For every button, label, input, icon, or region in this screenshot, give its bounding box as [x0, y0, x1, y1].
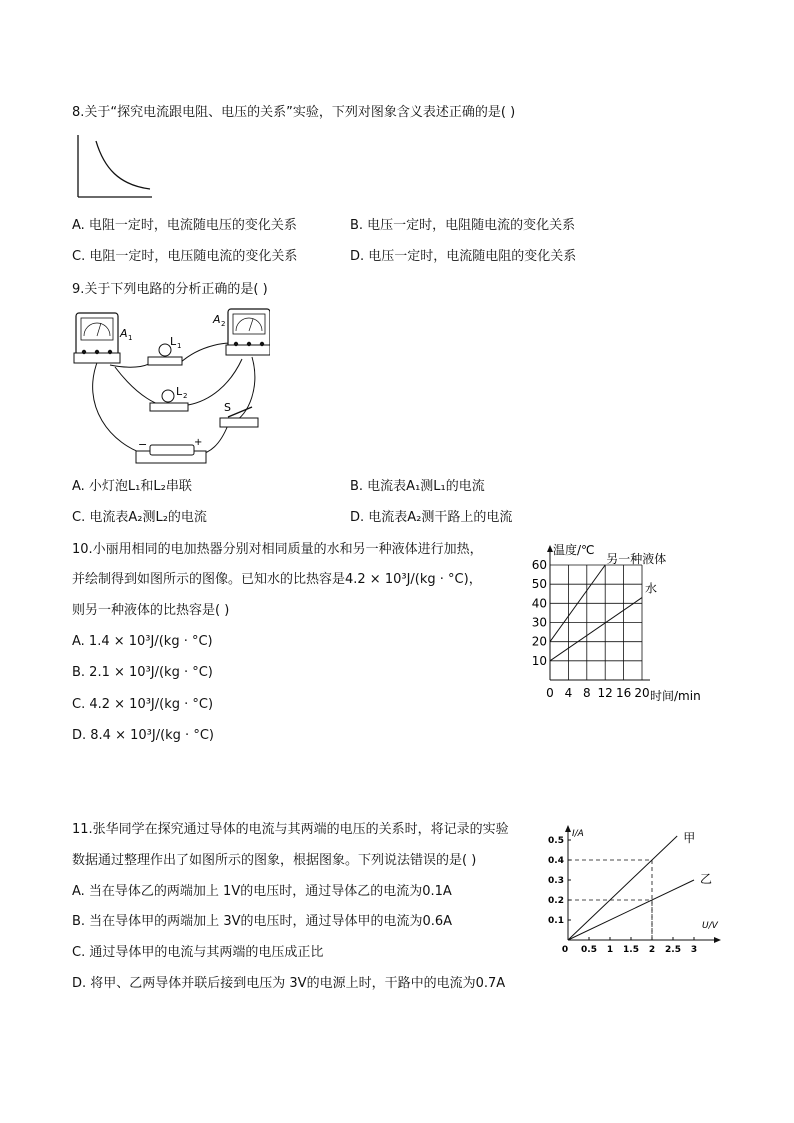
x-tick-label: 12 — [597, 686, 613, 700]
label-l2: L — [176, 385, 183, 398]
y-tick-label: 30 — [531, 615, 547, 630]
q10-stem-line-1: 10.小丽用相同的电加热器分别对相同质量的水和另一种液体进行加热， — [72, 542, 483, 557]
q8-option-d[interactable]: D. 电压一定时，电流随电阻的变化关系 — [350, 249, 577, 264]
q8-graph — [74, 133, 154, 203]
q9-option-d[interactable]: D. 电流表A₂测干路上的电流 — [350, 510, 513, 525]
y-tick-label: 10 — [531, 653, 547, 668]
q11-stem-line-2: 数据通过整理作出了如图所示的图象，根据图象。下列说法错误的是( ) — [72, 853, 477, 868]
label-a1-sub: 1 — [128, 334, 133, 342]
y-tick-label: 50 — [531, 577, 547, 592]
x-tick-label: 0 — [546, 686, 554, 700]
label-a1: A — [120, 327, 128, 340]
label-a2-sub: 2 — [221, 320, 226, 328]
label-l2-sub: 2 — [183, 392, 188, 400]
q10-stem-line-3: 则另一种液体的比热容是( ) — [72, 603, 230, 618]
y-axis-label: I/A — [572, 829, 584, 839]
y-tick-label: 0.3 — [548, 876, 564, 886]
label-s: S — [224, 401, 231, 414]
y-tick-label: 40 — [531, 596, 547, 611]
q9-stem: 9.关于下列电路的分析正确的是( ) — [72, 282, 268, 297]
q11-option-a[interactable]: A. 当在导体乙的两端加上 1V的电压时，通过导体乙的电流为0.1A — [72, 884, 452, 899]
x-axis-arrow-icon — [714, 937, 721, 943]
x-tick-label: 0 — [561, 945, 569, 955]
q9-option-b[interactable]: B. 电流表A₁测L₁的电流 — [350, 479, 485, 494]
q8-option-b[interactable]: B. 电压一定时，电阻随电流的变化关系 — [350, 218, 576, 233]
x-tick-label: 20 — [634, 686, 650, 700]
q10-option-c[interactable]: C. 4.2 × 10³J/(kg · °C) — [72, 697, 214, 712]
y-tick-label: 0.2 — [548, 896, 564, 906]
q11-option-b[interactable]: B. 当在导体甲的两端加上 3V的电压时，通过导体甲的电流为0.6A — [72, 914, 453, 929]
y-axis-arrow-icon — [565, 825, 571, 832]
y-tick-label: 0.4 — [548, 856, 564, 866]
current-voltage-chart — [548, 818, 728, 960]
q10-stem-line-2: 并绘制得到如图所示的图像。已知水的比热容是4.2 × 10³J/(kg · °C)， — [72, 572, 482, 587]
series-label-0: 另一种液体 — [606, 552, 667, 566]
x-tick-label: 4 — [564, 686, 573, 700]
x-tick-label: 0.5 — [581, 945, 597, 955]
ammeter-a1-icon — [74, 313, 120, 363]
series-line-1 — [568, 880, 694, 940]
y-tick-label: 0.1 — [548, 916, 564, 926]
x-tick-label: 2 — [648, 945, 656, 955]
y-tick-label: 20 — [531, 634, 547, 649]
q10-option-d[interactable]: D. 8.4 × 10³J/(kg · °C) — [72, 728, 214, 743]
q10-option-a[interactable]: A. 1.4 × 10³J/(kg · °C) — [72, 634, 213, 649]
x-tick-label: 8 — [582, 686, 591, 700]
series-label-1: 乙 — [700, 872, 713, 886]
q8-option-a[interactable]: A. 电阻一定时，电流随电压的变化关系 — [72, 218, 297, 233]
q11-option-c[interactable]: C. 通过导体甲的电流与其两端的电压成正比 — [72, 945, 324, 960]
series-label-0: 甲 — [683, 831, 696, 845]
q11-option-d[interactable]: D. 将甲、乙两导体并联后接到电压为 3V的电源上时，干路中的电流为0.7A — [72, 976, 506, 991]
q11-stem-line-1: 11.张华同学在探究通过导体的电流与其两端的电压的关系时，将记录的实验 — [72, 822, 509, 837]
x-tick-label: 3 — [690, 945, 698, 955]
y-tick-label: 0.5 — [548, 836, 564, 846]
q8-stem: 8.关于“探究电流跟电阻、电压的关系”实验，下列对图象含义表述正确的是( ) — [72, 105, 516, 120]
label-l1: L — [170, 335, 177, 348]
ammeter-a2-icon — [226, 309, 270, 355]
x-axis-label: U/V — [702, 921, 718, 931]
q9-option-a[interactable]: A. 小灯泡L₁和L₂串联 — [72, 479, 192, 494]
q8-option-c[interactable]: C. 电阻一定时，电压随电流的变化关系 — [72, 249, 298, 264]
y-axis-label: 温度/℃ — [553, 543, 595, 557]
series-line-1 — [550, 598, 642, 661]
x-tick-label: 1 — [606, 945, 614, 955]
label-plus: + — [194, 437, 203, 448]
label-l1-sub: 1 — [177, 342, 182, 350]
y-tick-label: 60 — [531, 558, 547, 572]
q10-option-b[interactable]: B. 2.1 × 10³J/(kg · °C) — [72, 665, 213, 680]
q9-circuit-figure — [70, 305, 270, 470]
x-tick-label: 2.5 — [665, 945, 681, 955]
label-minus: − — [138, 438, 148, 451]
x-tick-label: 16 — [615, 686, 632, 700]
series-line-0 — [568, 836, 677, 940]
x-tick-label: 1.5 — [623, 945, 639, 955]
x-axis-label: 时间/min — [650, 689, 701, 703]
q9-option-c[interactable]: C. 电流表A₂测L₂的电流 — [72, 510, 207, 525]
label-a2: A — [213, 313, 221, 326]
series-label-1: 水 — [645, 581, 658, 596]
temperature-time-chart — [520, 538, 730, 708]
